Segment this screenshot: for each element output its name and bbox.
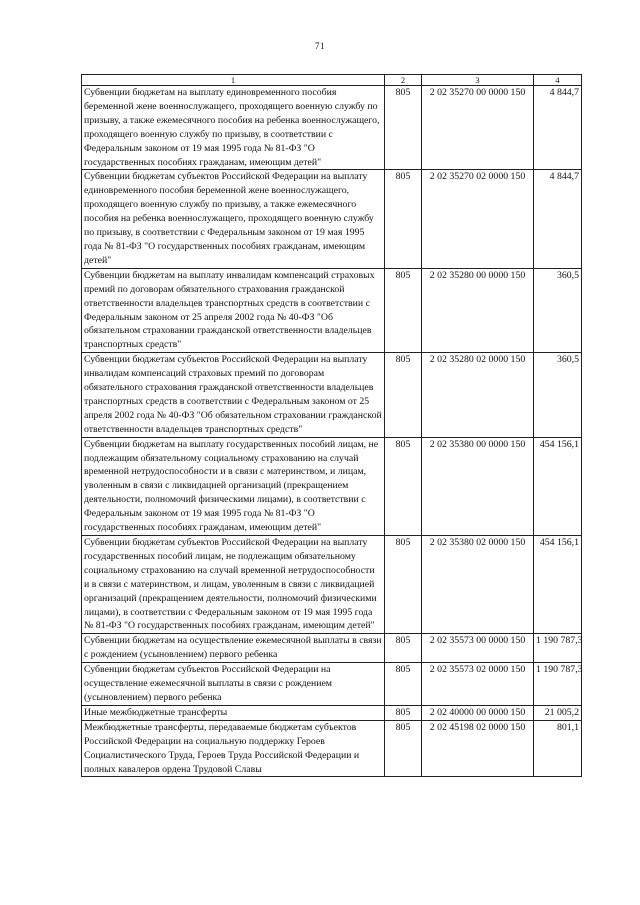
table-row [82, 170, 582, 268]
row-budget-code: 2 02 35573 00 0000 150 [422, 634, 534, 663]
row-amount: 21 005,2 [534, 705, 582, 720]
row-name: Субвенции бюджетам субъектов Российской Федерации на выплату единовременного пособия беременной жене военнослужащего, проходящего военную службу по призыву, а также ежемесячного пособия на ребенка военнослужащего, проходящего военную службу по призыву, в соответствии с Федеральным законом от 19 мая 1995 года № 81-ФЗ "О государственных пособиях гражданам, имеющим детей" [82, 170, 385, 268]
row-amount: 360,5 [534, 268, 582, 352]
table-row [82, 705, 582, 720]
row-budget-code: 2 02 35573 02 0000 150 [422, 663, 534, 706]
row-amount: 4 844,7 [534, 170, 582, 268]
table-row [82, 268, 582, 352]
row-amount: 801,1 [534, 720, 582, 777]
row-name: Субвенции бюджетам на выплату единовременного пособия беременной жене военнослужащего, проходящего военную службу по призыву, а также ежемесячного пособия на ребенка военнослужащего, проходящего военную службу по призыву, в соответствии с Федеральным законом от 19 мая 1995 года № 81-ФЗ "О государственных пособиях гражданам, имеющим детей" [82, 86, 385, 170]
row-admin-code: 805 [385, 268, 422, 352]
table-row [82, 536, 582, 634]
table-row [82, 634, 582, 663]
row-name: Иные межбюджетные трансферты [82, 705, 385, 720]
column-header-amount: 4 [534, 75, 582, 86]
page-number: 71 [315, 41, 325, 51]
row-admin-code: 805 [385, 437, 422, 535]
row-name: Субвенции бюджетам субъектов Российской Федерации на выплату государственных пособий лицам, не подлежащим обязательному социальному страхованию на случай временной нетрудоспособности и в связи с материнством, и лицам, уволенным в связи с ликвидацией организаций (прекращением деятельности, полномочий физическими лицами), в соответствии с Федеральным законом от 19 мая 1995 года № 81-ФЗ "О государственных пособиях гражданам, имеющим детей" [82, 536, 385, 634]
table-row [82, 86, 582, 170]
row-budget-code: 2 02 35280 00 0000 150 [422, 268, 534, 352]
row-name: Субвенции бюджетам субъектов Российской Федерации на выплату инвалидам компенсаций страховых премий по договорам обязательного страхования гражданской ответственности владельцев транспортных средств в соответствии с Федеральным законом от 25 апреля 2002 года № 40-ФЗ "Об обязательном страховании гражданской ответственности владельцев транспортных средств" [82, 353, 385, 437]
row-admin-code: 805 [385, 170, 422, 268]
row-name: Субвенции бюджетам на выплату государственных пособий лицам, не подлежащим обязательному социальному страхованию на случай временной нетрудоспособности и в связи с материнством, и лицам, уволенным в связи с ликвидацией организаций (прекращением деятельности, полномочий физическими лицами), в соответствии с Федеральным законом от 19 мая 1995 года № 81-ФЗ "О государственных пособиях гражданам, имеющим детей" [82, 437, 385, 535]
table-row [82, 663, 582, 706]
row-admin-code: 805 [385, 536, 422, 634]
row-name: Межбюджетные трансферты, передаваемые бюджетам субъектов Российской Федерации на социальную поддержку Героев Социалистического Труда, Героев Труда Российской Федерации и полных кавалеров ордена Трудовой Славы [82, 720, 385, 777]
row-amount: 454 156,1 [534, 437, 582, 535]
row-amount: 360,5 [534, 353, 582, 437]
row-budget-code: 2 02 35380 02 0000 150 [422, 536, 534, 634]
row-budget-code: 2 02 40000 00 0000 150 [422, 705, 534, 720]
table-row [82, 353, 582, 437]
row-name: Субвенции бюджетам на осуществление ежемесячной выплаты в связи с рождением (усыновлением) первого ребенка [82, 634, 385, 663]
row-budget-code: 2 02 45198 02 0000 150 [422, 720, 534, 777]
row-budget-code: 2 02 35270 00 0000 150 [422, 86, 534, 170]
column-header-admin: 2 [385, 75, 422, 86]
row-budget-code: 2 02 35280 02 0000 150 [422, 353, 534, 437]
row-amount: 1 190 787,3 [534, 634, 582, 663]
row-name: Субвенции бюджетам на выплату инвалидам компенсаций страховых премий по договорам обязательного страхования гражданской ответственности владельцев транспортных средств в соответствии с Федеральным законом от 25 апреля 2002 года № 40-ФЗ "Об обязательном страховании гражданской ответственности владельцев транспортных средств" [82, 268, 385, 352]
row-admin-code: 805 [385, 86, 422, 170]
row-budget-code: 2 02 35380 00 0000 150 [422, 437, 534, 535]
row-name: Субвенции бюджетам субъектов Российской Федерации на осуществление ежемесячной выплаты в связи с рождением (усыновлением) первого ребенка [82, 663, 385, 706]
column-number-row [82, 75, 582, 86]
row-admin-code: 805 [385, 705, 422, 720]
budget-table [81, 74, 582, 777]
column-header-name: 1 [82, 75, 385, 86]
row-admin-code: 805 [385, 663, 422, 706]
row-amount: 454 156,1 [534, 536, 582, 634]
table-row [82, 720, 582, 777]
row-amount: 4 844,7 [534, 86, 582, 170]
row-amount: 1 190 787,3 [534, 663, 582, 706]
row-budget-code: 2 02 35270 02 0000 150 [422, 170, 534, 268]
column-header-code: 3 [422, 75, 534, 86]
row-admin-code: 805 [385, 353, 422, 437]
row-admin-code: 805 [385, 634, 422, 663]
row-admin-code: 805 [385, 720, 422, 777]
table-row [82, 437, 582, 535]
